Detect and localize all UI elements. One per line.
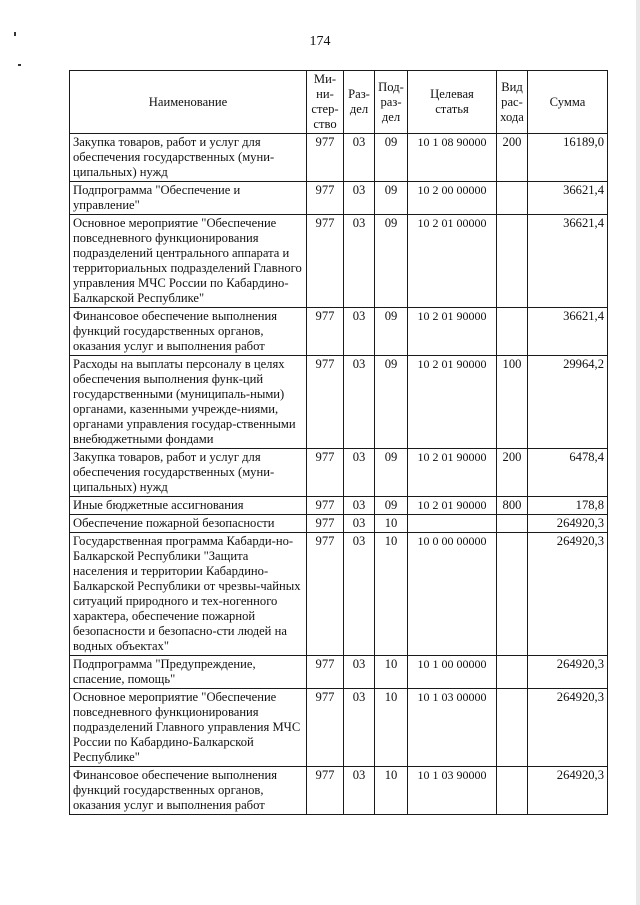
cell-section: 03 (344, 515, 375, 533)
cell-sum: 36621,4 (528, 182, 608, 215)
cell-subsection: 09 (375, 182, 408, 215)
cell-target: 10 2 01 90000 (408, 356, 497, 449)
cell-name: Иные бюджетные ассигнования (70, 497, 307, 515)
cell-section: 03 (344, 308, 375, 356)
cell-expense (497, 656, 528, 689)
header-row (70, 71, 608, 134)
cell-target: 10 0 00 00000 (408, 533, 497, 656)
cell-name: Закупка товаров, работ и услуг для обеспечения государственных (муни-ципальных) нужд (70, 134, 307, 182)
cell-ministry: 977 (307, 767, 344, 815)
cell-target: 10 1 03 00000 (408, 689, 497, 767)
cell-subsection: 10 (375, 515, 408, 533)
cell-sum: 29964,2 (528, 356, 608, 449)
cell-name: Подпрограмма "Предупреждение, спасение, помощь" (70, 656, 307, 689)
header-expense: Вид рас- хода (497, 71, 528, 134)
cell-section: 03 (344, 449, 375, 497)
table-row (70, 656, 608, 689)
cell-expense (497, 515, 528, 533)
cell-name: Закупка товаров, работ и услуг для обеспечения государственных (муни-ципальных) нужд (70, 449, 307, 497)
cell-sum: 6478,4 (528, 449, 608, 497)
cell-ministry: 977 (307, 497, 344, 515)
cell-section: 03 (344, 134, 375, 182)
table-row (70, 689, 608, 767)
cell-target: 10 2 01 90000 (408, 497, 497, 515)
cell-subsection: 10 (375, 656, 408, 689)
cell-name: Государственная программа Кабарди-но-Балкарской Республики "Защита населения и территории Кабардино-Балкарской Республики от чрезвы-чайных ситуаций природного и тех-ногенного характера, обеспечение пожарной безопасности и безопасно-сти людей на водных объектах" (70, 533, 307, 656)
cell-target: 10 2 00 00000 (408, 182, 497, 215)
cell-sum: 264920,3 (528, 767, 608, 815)
header-subsection: Под- раз- дел (375, 71, 408, 134)
cell-ministry: 977 (307, 689, 344, 767)
cell-expense (497, 533, 528, 656)
cell-target: 10 1 08 90000 (408, 134, 497, 182)
header-sum: Сумма (528, 71, 608, 134)
table-row (70, 515, 608, 533)
cell-section: 03 (344, 215, 375, 308)
cell-ministry: 977 (307, 449, 344, 497)
budget-table (69, 70, 608, 815)
scan-speck (18, 64, 21, 66)
cell-target: 10 2 01 90000 (408, 308, 497, 356)
cell-target: 10 1 00 00000 (408, 656, 497, 689)
cell-subsection: 10 (375, 533, 408, 656)
cell-expense: 100 (497, 356, 528, 449)
cell-expense (497, 689, 528, 767)
cell-name: Подпрограмма "Обеспечение и управление" (70, 182, 307, 215)
cell-section: 03 (344, 497, 375, 515)
cell-name: Финансовое обеспечение выполнения функций государственных органов, оказания услуг и выполнения работ (70, 308, 307, 356)
cell-target (408, 515, 497, 533)
cell-subsection: 09 (375, 308, 408, 356)
cell-subsection: 10 (375, 767, 408, 815)
cell-expense (497, 215, 528, 308)
cell-ministry: 977 (307, 308, 344, 356)
cell-subsection: 09 (375, 497, 408, 515)
cell-name: Основное мероприятие "Обеспечение повседневного функционирования подразделений Главного управления МЧС России по Кабардино-Балкарской Республике" (70, 689, 307, 767)
cell-sum: 264920,3 (528, 515, 608, 533)
cell-name: Финансовое обеспечение выполнения функций государственных органов, оказания услуг и выполнения работ (70, 767, 307, 815)
cell-sum: 264920,3 (528, 689, 608, 767)
cell-section: 03 (344, 533, 375, 656)
table-row (70, 134, 608, 182)
cell-sum: 36621,4 (528, 215, 608, 308)
cell-sum: 264920,3 (528, 533, 608, 656)
cell-sum: 178,8 (528, 497, 608, 515)
cell-section: 03 (344, 689, 375, 767)
cell-name: Основное мероприятие "Обеспечение повседневного функционирования подразделений центрального аппарата и территориальных подразделений Главного управления МЧС России по Кабардино-Балкарской Республике" (70, 215, 307, 308)
cell-section: 03 (344, 656, 375, 689)
scan-edge-shadow (636, 0, 640, 905)
table-body (70, 134, 608, 815)
table-row (70, 533, 608, 656)
cell-expense: 200 (497, 449, 528, 497)
cell-ministry: 977 (307, 134, 344, 182)
cell-expense (497, 308, 528, 356)
cell-sum: 16189,0 (528, 134, 608, 182)
table-row (70, 767, 608, 815)
table-row (70, 497, 608, 515)
cell-ministry: 977 (307, 182, 344, 215)
cell-ministry: 977 (307, 515, 344, 533)
cell-name: Расходы на выплаты персоналу в целях обеспечения выполнения функ-ций государственными (муниципаль-ными) органами, казенными учрежде-ниями, органами управления государ-ственными внебюджетными фондами (70, 356, 307, 449)
table-row (70, 182, 608, 215)
header-name: Наименование (70, 71, 307, 134)
table-row (70, 356, 608, 449)
page-number: 174 (309, 34, 331, 49)
table-row (70, 215, 608, 308)
cell-target: 10 2 01 90000 (408, 449, 497, 497)
cell-subsection: 10 (375, 689, 408, 767)
cell-ministry: 977 (307, 656, 344, 689)
table-row (70, 308, 608, 356)
cell-ministry: 977 (307, 533, 344, 656)
cell-subsection: 09 (375, 215, 408, 308)
cell-subsection: 09 (375, 134, 408, 182)
header-ministry: Ми- ни- стер- ство (307, 71, 344, 134)
cell-expense (497, 182, 528, 215)
cell-expense: 800 (497, 497, 528, 515)
header-target: Целевая статья (408, 71, 497, 134)
cell-sum: 36621,4 (528, 308, 608, 356)
cell-subsection: 09 (375, 356, 408, 449)
cell-ministry: 977 (307, 356, 344, 449)
cell-target: 10 1 03 90000 (408, 767, 497, 815)
cell-name: Обеспечение пожарной безопасности (70, 515, 307, 533)
table-row (70, 449, 608, 497)
cell-ministry: 977 (307, 215, 344, 308)
cell-expense (497, 767, 528, 815)
cell-section: 03 (344, 182, 375, 215)
header-section: Раз- дел (344, 71, 375, 134)
cell-subsection: 09 (375, 449, 408, 497)
cell-target: 10 2 01 00000 (408, 215, 497, 308)
cell-section: 03 (344, 356, 375, 449)
table-header (70, 71, 608, 134)
cell-section: 03 (344, 767, 375, 815)
cell-expense: 200 (497, 134, 528, 182)
cell-sum: 264920,3 (528, 656, 608, 689)
